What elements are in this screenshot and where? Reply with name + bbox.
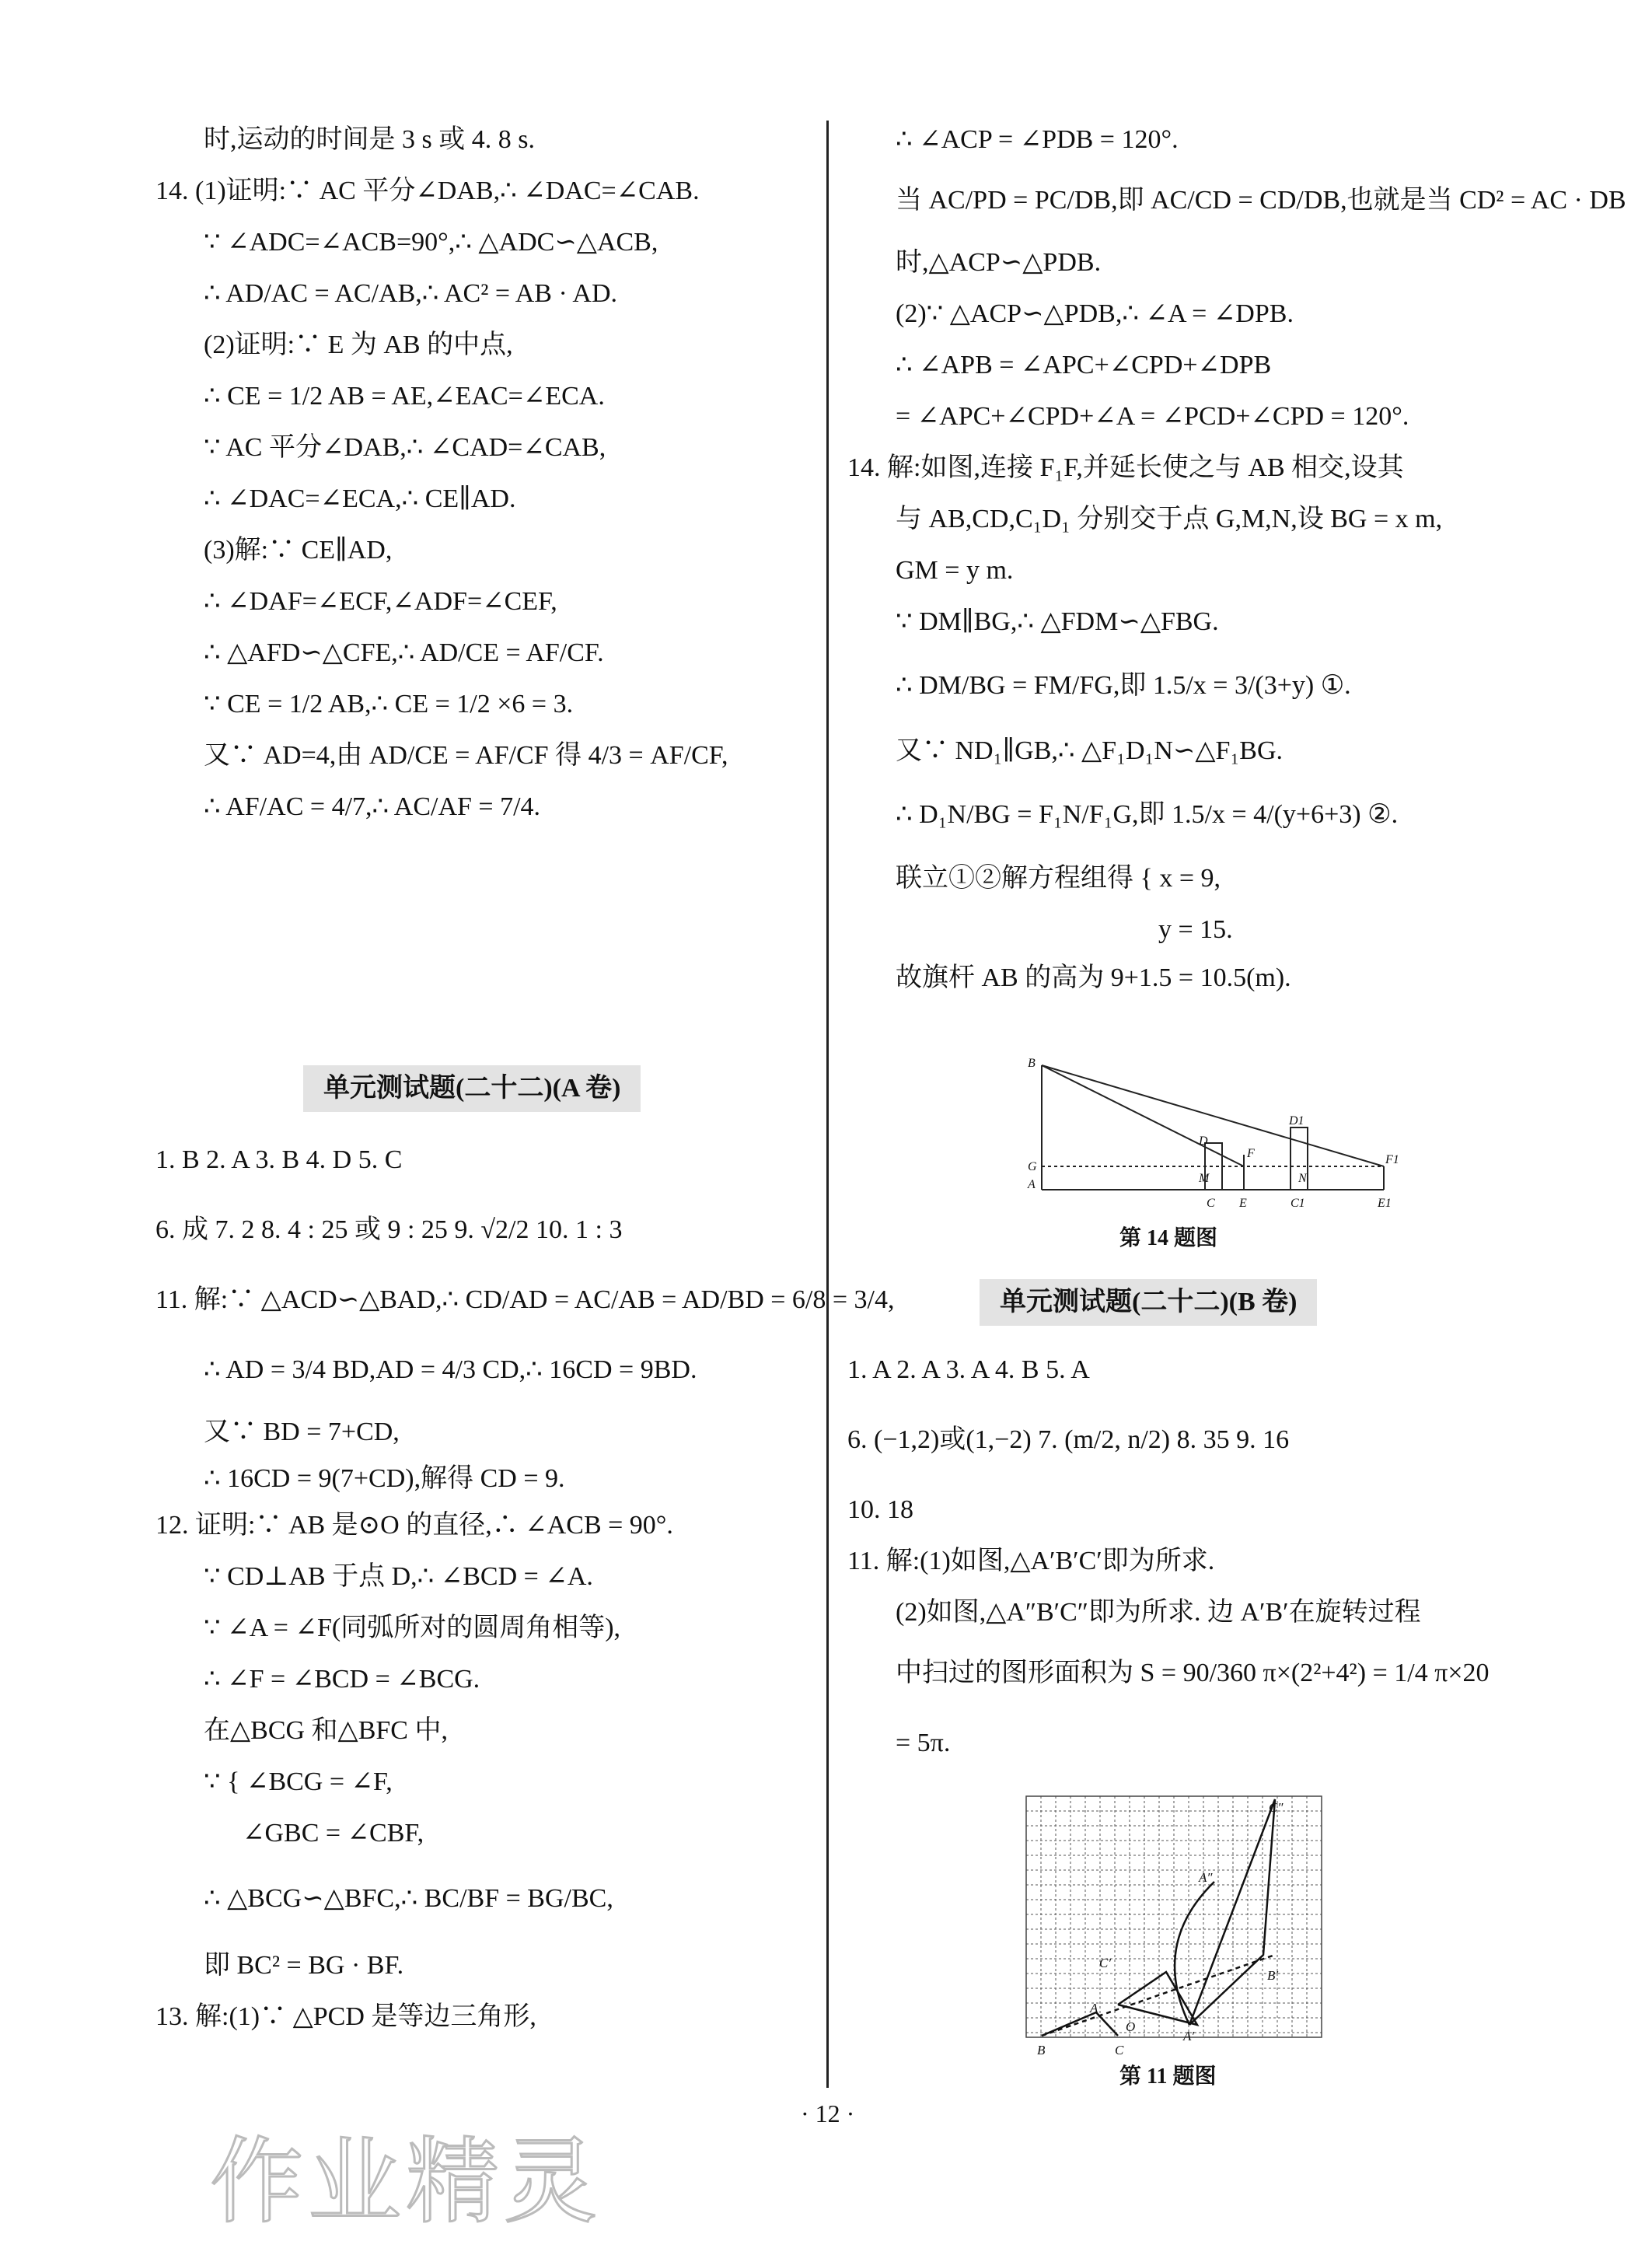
text-line: (2)如图,△A″B′C″即为所求. 边 A′B′在旋转过程 bbox=[896, 1598, 1421, 1627]
label-c: C bbox=[1207, 1197, 1215, 1210]
text-line: 当 AC/PD = PC/DB,即 AC/CD = CD/DB,也就是当 CD² = AC · DB bbox=[896, 186, 1626, 215]
text-line: 6. (−1,2)或(1,−2) 7. (m/2, n/2) 8. 35 9. 16 bbox=[847, 1425, 1290, 1454]
text-line: ∴ AD/AC = AC/AB,∴ AC² = AB · AD. bbox=[204, 279, 618, 308]
text-line: 14. 解:如图,连接 F₁F,并延长使之与 AB 相交,设其 bbox=[847, 453, 1404, 482]
text-line: 时,△ACP∽△PDB. bbox=[896, 248, 1102, 277]
text-line: 又∵ BD = 7+CD, bbox=[204, 1418, 400, 1446]
label-b: B bbox=[1037, 2043, 1046, 2057]
label-m: M bbox=[1199, 1172, 1210, 1185]
text-line: ∴ AD = 3/4 BD,AD = 4/3 CD,∴ 16CD = 9BD. bbox=[204, 1355, 697, 1384]
text-line: 13. 解:(1)∵ △PCD 是等边三角形, bbox=[155, 2002, 536, 2031]
triangle-a2b1c2 bbox=[1189, 1799, 1275, 2025]
text-line: GM = y m. bbox=[896, 556, 1014, 585]
text-line: ∵ ∠A = ∠F(同弧所对的圆周角相等), bbox=[204, 1613, 621, 1642]
text-line: ∴ D₁N/BG = F₁N/F₁G,即 1.5/x = 4/(y+6+3) ②. bbox=[896, 800, 1399, 829]
section-header-a: 单元测试题(二十二)(A 卷) bbox=[303, 1065, 641, 1112]
label-c1: C1 bbox=[1291, 1197, 1305, 1210]
grid-lines bbox=[1026, 1796, 1322, 2037]
text-line: ∴ ∠APB = ∠APC+∠CPD+∠DPB bbox=[896, 351, 1272, 379]
label-a2: A″ bbox=[1199, 1870, 1213, 1885]
text-line: ∴ CE = 1/2 AB = AE,∠EAC=∠ECA. bbox=[204, 382, 605, 411]
text-line: ∴ ∠DAC=∠ECA,∴ CE∥AD. bbox=[204, 484, 516, 513]
watermark-logo: 作业精灵 bbox=[210, 2128, 602, 2236]
label-c: C bbox=[1115, 2043, 1124, 2057]
text-line: ∠GBC = ∠CBF, bbox=[243, 1819, 424, 1848]
page-number: · 12 · bbox=[801, 2099, 855, 2127]
text-line: 中扫过的图形面积为 S = 90/360 π×(2²+4²) = 1/4 π×20 bbox=[896, 1659, 1490, 1687]
label-b: B bbox=[1028, 1058, 1036, 1070]
label-e1: E1 bbox=[1378, 1197, 1392, 1210]
text-line: 又∵ ND₁∥GB,∴ △F₁D₁N∽△F₁BG. bbox=[896, 736, 1284, 765]
text-line: = ∠APC+∠CPD+∠A = ∠PCD+∠CPD = 120°. bbox=[896, 402, 1409, 431]
label-a: A bbox=[1028, 1178, 1036, 1191]
figure-11-caption: 第 11 题图 bbox=[1119, 2064, 1217, 2089]
label-o: O bbox=[1126, 2019, 1136, 2034]
text-line: (3)解:∵ CE∥AD, bbox=[204, 536, 393, 565]
column-divider bbox=[826, 121, 829, 2088]
text-line: ∴ △AFD∽△CFE,∴ AD/CE = AF/CF. bbox=[204, 638, 604, 667]
label-c1: C′ bbox=[1099, 1956, 1112, 1970]
text-line: = 5π. bbox=[896, 1729, 951, 1757]
text-line: ∵ { ∠BCG = ∠F, bbox=[204, 1767, 393, 1796]
text-line: 即 BC² = BG · BF. bbox=[204, 1951, 404, 1980]
label-e: E bbox=[1239, 1197, 1247, 1210]
label-f: F bbox=[1247, 1147, 1255, 1160]
text-line: ∴ ∠F = ∠BCD = ∠BCG. bbox=[204, 1665, 480, 1694]
figure-14-diagram bbox=[1026, 1058, 1399, 1229]
text-line: 11. 解:∵ △ACD∽△BAD,∴ CD/AD = AC/AB = AD/BD = 6/8 = 3/4, bbox=[155, 1285, 895, 1314]
text-line: (2)证明:∵ E 为 AB 的中点, bbox=[204, 330, 513, 359]
figure-11-grid-diagram bbox=[1018, 1788, 1329, 2061]
text-line: 1. B 2. A 3. B 4. D 5. C bbox=[155, 1145, 403, 1174]
text-line: 又∵ AD=4,由 AD/CE = AF/CF 得 4/3 = AF/CF, bbox=[204, 741, 728, 770]
text-line: 12. 证明:∵ AB 是⊙O 的直径,∴ ∠ACB = 90°. bbox=[155, 1511, 673, 1540]
text-line: ∵ DM∥BG,∴ △FDM∽△FBG. bbox=[896, 607, 1219, 636]
label-c2: C″ bbox=[1269, 1800, 1284, 1815]
text-line: (2)∵ △ACP∽△PDB,∴ ∠A = ∠DPB. bbox=[896, 299, 1294, 328]
label-g: G bbox=[1028, 1160, 1037, 1173]
grid-border bbox=[1026, 1796, 1322, 2037]
label-f1: F1 bbox=[1385, 1153, 1399, 1166]
text-line: 故旗杆 AB 的高为 9+1.5 = 10.5(m). bbox=[896, 963, 1291, 992]
text-line: ∴ ∠DAF=∠ECF,∠ADF=∠CEF, bbox=[204, 587, 557, 616]
text-line: 与 AB,CD,C₁D₁ 分别交于点 G,M,N,设 BG = x m, bbox=[896, 505, 1443, 533]
text-line: 时,运动的时间是 3 s 或 4. 8 s. bbox=[204, 125, 535, 154]
dashed-line-bb1 bbox=[1042, 1955, 1275, 2036]
text-line: ∴ △BCG∽△BFC,∴ BC/BF = BG/BC, bbox=[204, 1884, 613, 1913]
label-d: D bbox=[1199, 1134, 1208, 1148]
label-a: A bbox=[1090, 2001, 1098, 2016]
text-line: 6. 成 7. 2 8. 4 : 25 或 9 : 25 9. √2/2 10. 1 : 3 bbox=[155, 1215, 623, 1244]
label-d1: D1 bbox=[1289, 1114, 1304, 1127]
text-line: ∴ DM/BG = FM/FG,即 1.5/x = 3/(3+y) ①. bbox=[896, 671, 1351, 700]
text-line: 11. 解:(1)如图,△A′B′C′即为所求. bbox=[847, 1547, 1215, 1575]
text-line: ∵ ∠ADC=∠ACB=90°,∴ △ADC∽△ACB, bbox=[204, 228, 658, 257]
text-line: ∴ 16CD = 9(7+CD),解得 CD = 9. bbox=[204, 1464, 565, 1493]
text-line: y = 15. bbox=[1158, 915, 1233, 944]
label-a1: A′ bbox=[1183, 2029, 1195, 2043]
text-line: ∴ AF/AC = 4/7,∴ AC/AF = 7/4. bbox=[204, 792, 541, 821]
figure-14-caption: 第 14 题图 bbox=[1119, 1226, 1218, 1250]
text-line: ∵ CE = 1/2 AB,∴ CE = 1/2 ×6 = 3. bbox=[204, 690, 574, 718]
section-header-b: 单元测试题(二十二)(B 卷) bbox=[980, 1279, 1317, 1326]
label-n: N bbox=[1298, 1172, 1307, 1185]
text-line: 在△BCG 和△BFC 中, bbox=[204, 1716, 448, 1745]
text-line: ∴ ∠ACP = ∠PDB = 120°. bbox=[896, 125, 1179, 154]
text-line: ∵ AC 平分∠DAB,∴ ∠CAD=∠CAB, bbox=[204, 433, 606, 462]
text-line: 1. A 2. A 3. A 4. B 5. A bbox=[847, 1355, 1090, 1384]
label-b1: B′ bbox=[1267, 1968, 1279, 1983]
text-line: 14. (1)证明:∵ AC 平分∠DAB,∴ ∠DAC=∠CAB. bbox=[155, 177, 700, 205]
text-line: 联立①②解方程组得 { x = 9, bbox=[896, 864, 1221, 893]
text-line: ∵ CD⊥AB 于点 D,∴ ∠BCD = ∠A. bbox=[204, 1562, 593, 1591]
text-line: 10. 18 bbox=[847, 1495, 913, 1524]
